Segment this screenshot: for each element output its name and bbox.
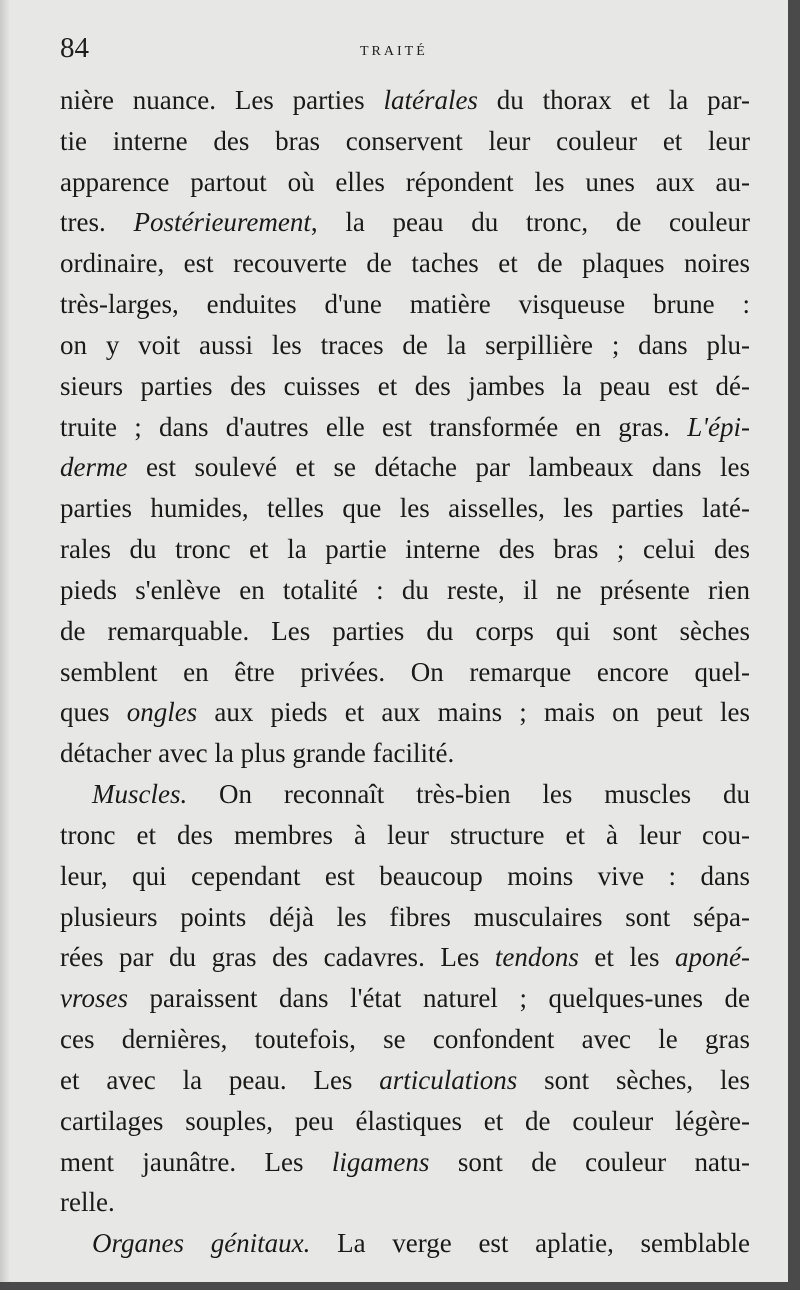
text-line [60, 856, 750, 897]
text-segment: ordinaire, est recouverte de taches et de plaques noires [60, 248, 750, 279]
text-segment: cartilages souples, peu élastiques et de couleur légère- [60, 1105, 750, 1136]
italic-text-segment: aponé- [675, 942, 750, 973]
text-segment: tie interne des bras conservent leur couleur et leur [60, 125, 750, 156]
italic-text-segment: latérales [383, 85, 478, 115]
text-segment: relle. [60, 1187, 115, 1218]
text-segment: de remarquable. Les parties du corps qui sont sèches [60, 615, 750, 646]
text-line [60, 162, 750, 203]
text-segment: ment jaunâtre. Les [60, 1146, 332, 1177]
text-segment: semblent en être privées. On remarque encore quel- [60, 656, 750, 687]
italic-text-segment: derme [60, 452, 128, 483]
body-text [60, 80, 750, 1264]
text-line [60, 937, 750, 978]
text-line [60, 611, 750, 652]
text-line [60, 1060, 750, 1101]
italic-text-segment: L'épi- [687, 411, 750, 442]
text-segment: , la peau du tronc, de couleur [310, 207, 750, 238]
page-gutter-shadow [0, 0, 10, 1282]
text-segment: et avec la peau. Les [60, 1064, 380, 1095]
text-line [60, 815, 750, 856]
text-segment: pieds s'enlève en totalité : du reste, il ne présente rien [60, 574, 750, 605]
text-segment: sont sèches, les [517, 1064, 750, 1095]
text-line [60, 325, 750, 366]
text-line [60, 80, 750, 121]
text-segment: On reconnaît très-bien les muscles du [187, 779, 750, 810]
page-number: 84 [60, 32, 89, 64]
text-line [60, 243, 750, 284]
text-line [60, 529, 750, 570]
text-segment: du thorax et la par- [477, 85, 750, 115]
italic-text-segment: Muscles. [92, 779, 188, 810]
text-segment: nière nuance. Les parties [60, 85, 384, 115]
text-segment: sont de couleur natu- [429, 1146, 750, 1177]
italic-text-segment: ongles [126, 697, 198, 728]
italic-text-segment: Organes génitaux. [92, 1228, 311, 1259]
text-line [60, 570, 750, 611]
text-line [60, 447, 750, 488]
text-line [60, 652, 750, 693]
text-line [60, 1223, 750, 1264]
italic-text-segment: vroses [60, 983, 128, 1014]
text-line [60, 1182, 750, 1223]
text-line [60, 1101, 750, 1142]
text-segment: plusieurs points déjà les fibres musculaires sont sépa- [60, 901, 750, 932]
text-segment: très-larges, enduites d'une matière visqueuse brune : [60, 289, 750, 320]
text-segment: rales du tronc et la partie interne des bras ; celui des [60, 534, 750, 565]
text-segment: ces dernières, toutefois, se confondent avec le gras [60, 1024, 750, 1055]
text-segment: paraissent dans l'état naturel ; quelques-unes de [128, 983, 750, 1014]
text-line [60, 692, 750, 733]
text-segment: et les [578, 942, 675, 973]
text-segment: rées par du gras des cadavres. Les [60, 942, 495, 973]
italic-text-segment: tendons [494, 942, 579, 973]
text-segment: détacher avec la plus grande facilité. [60, 738, 455, 769]
text-segment: La verge est aplatie, semblable [310, 1228, 750, 1259]
text-segment: apparence partout où elles répondent les unes aux au- [60, 166, 750, 197]
italic-text-segment: articulations [379, 1064, 518, 1095]
text-line [60, 774, 750, 815]
text-segment: parties humides, telles que les aisselles, les parties laté- [60, 493, 750, 524]
text-line [60, 202, 750, 243]
text-line [60, 284, 750, 325]
text-segment: truite ; dans d'autres elle est transformée en gras. [60, 411, 688, 442]
text-segment: leur, qui cependant est beaucoup moins vive : dans [60, 860, 750, 891]
italic-text-segment: Postérieurement [133, 207, 311, 238]
text-line [60, 978, 750, 1019]
text-line [60, 366, 750, 407]
text-line [60, 733, 750, 774]
text-line [60, 1019, 750, 1060]
text-segment: tronc et des membres à leur structure et à leur cou- [60, 819, 750, 850]
text-line [60, 897, 750, 938]
text-segment: est soulevé et se détache par lambeaux dans les [127, 452, 750, 483]
text-line [60, 1142, 750, 1183]
text-segment: tres. [60, 207, 134, 238]
italic-text-segment: ligamens [331, 1146, 430, 1177]
page-header [60, 32, 750, 72]
text-line [60, 407, 750, 448]
text-line [60, 488, 750, 529]
running-head: TRAITÉ [360, 44, 428, 59]
text-segment: sieurs parties des cuisses et des jambes la peau est dé- [60, 370, 750, 401]
text-segment: on y voit aussi les traces de la serpillière ; dans plu- [60, 329, 750, 360]
text-segment: aux pieds et aux mains ; mais on peut les [197, 697, 750, 728]
text-line [60, 121, 750, 162]
text-segment: ques [60, 697, 127, 728]
